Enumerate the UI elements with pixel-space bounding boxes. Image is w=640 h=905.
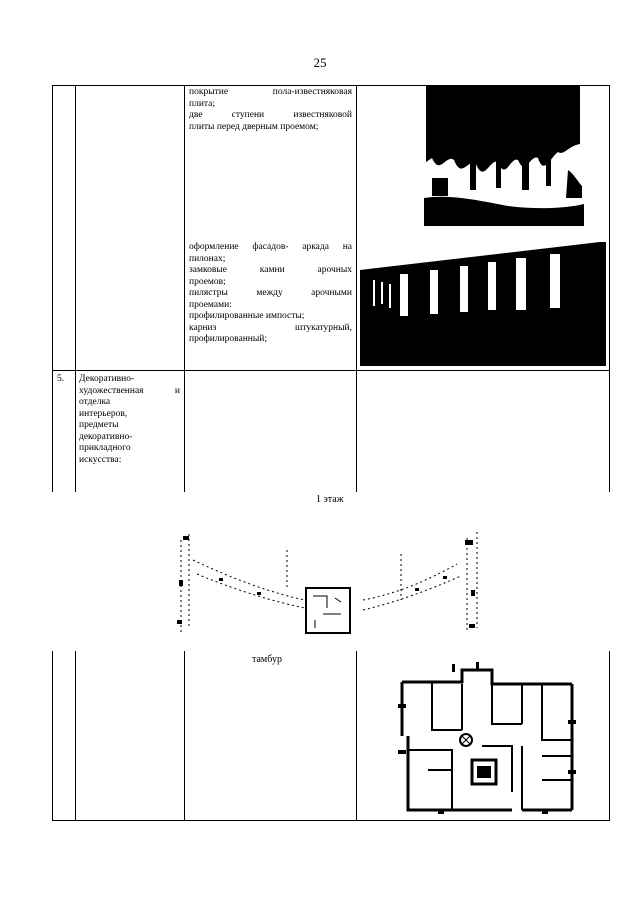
doorway-photo bbox=[418, 86, 590, 228]
page-number: 25 bbox=[313, 55, 327, 70]
first-floor-plan-overview bbox=[175, 520, 490, 638]
row4-text-line: карниз штукатурный, bbox=[189, 322, 352, 333]
row5-title-line: прикладного bbox=[79, 443, 131, 453]
arcade-facade-photo bbox=[360, 240, 606, 366]
row4-text-line: пилястры между арочными bbox=[189, 288, 352, 298]
row4-text-line: две ступени известняковой bbox=[189, 110, 352, 120]
row4-text-line: профилированные импосты; bbox=[189, 311, 305, 321]
row4-text-line: плита; bbox=[189, 98, 216, 109]
row4-description-bottom bbox=[189, 242, 352, 346]
row5-number: 5. bbox=[57, 374, 65, 384]
table2-col-border-3 bbox=[356, 651, 357, 821]
row4-text-line: пилонах; bbox=[189, 253, 226, 264]
table-col-border-right bbox=[609, 85, 610, 492]
row5-title-line: декоративно- bbox=[79, 431, 133, 442]
plan-caption: 1 этаж bbox=[316, 494, 344, 505]
row4-text-line: покрытие пола-известняковая bbox=[189, 87, 352, 97]
row5-title-line: отделка bbox=[79, 397, 111, 407]
row5-title-line: Декоративно- bbox=[79, 374, 135, 384]
table2-col-border-right bbox=[609, 651, 610, 821]
table-col-border-3 bbox=[356, 85, 357, 492]
row5-title-line: искусства: bbox=[79, 454, 122, 465]
table2-col-border-left bbox=[52, 651, 53, 821]
row5-title-line: интерьеров, bbox=[79, 408, 128, 419]
row4-description-top bbox=[189, 87, 352, 133]
table-col-border-left bbox=[52, 85, 53, 492]
row5-title bbox=[79, 374, 180, 466]
row6-label: тамбур bbox=[252, 654, 282, 665]
table2-col-border-1 bbox=[75, 651, 76, 821]
table-row-divider bbox=[52, 370, 609, 371]
row4-text-line: плиты перед дверным проемом; bbox=[189, 121, 319, 132]
table2-bottom-border bbox=[52, 820, 609, 821]
row4-text-line: проемов; bbox=[189, 276, 226, 287]
row4-text-line: проемами: bbox=[189, 299, 232, 310]
row4-text-line: оформление фасадов- аркада на bbox=[189, 242, 352, 252]
vestibule-floor-plan bbox=[392, 660, 582, 818]
table2-col-border-2 bbox=[184, 651, 185, 821]
row4-text-line: профилированный; bbox=[189, 334, 267, 344]
row5-title-line: предметы bbox=[79, 420, 119, 430]
table-col-border-2 bbox=[184, 85, 185, 492]
row4-text-line: замковые камни арочных bbox=[189, 265, 352, 275]
table-col-border-1 bbox=[75, 85, 76, 492]
row5-title-line: художественная и bbox=[79, 385, 180, 396]
